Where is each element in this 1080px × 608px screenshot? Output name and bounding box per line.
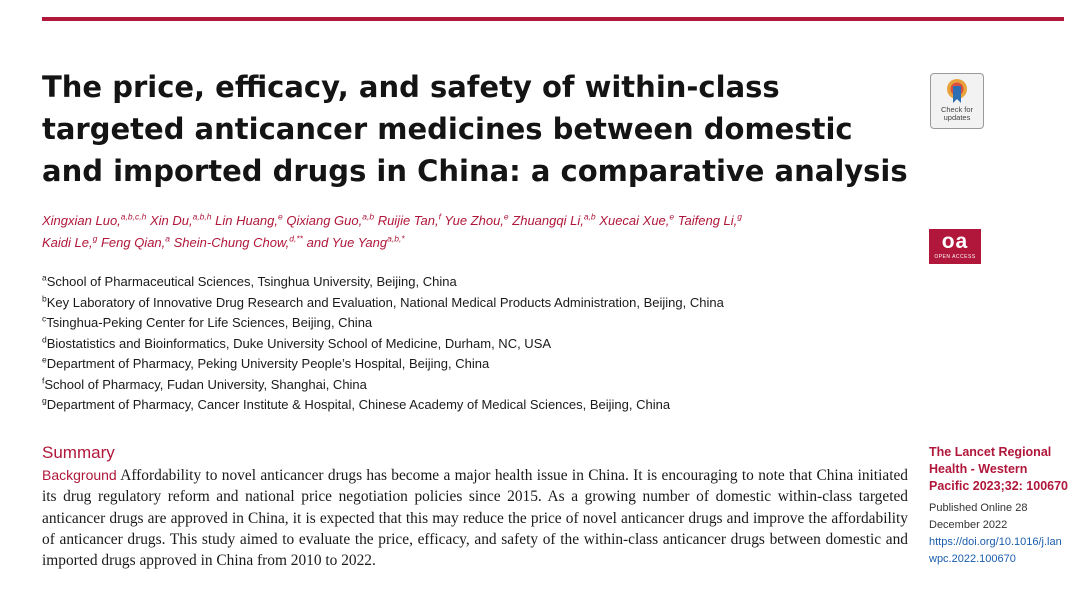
open-access-badge: [929, 229, 981, 264]
affiliation-marker: e: [42, 354, 47, 365]
author-name[interactable]: Xuecai Xue,: [599, 213, 670, 228]
bookmark-icon: [946, 78, 968, 104]
article-sidebar: [929, 444, 1069, 568]
author-list: [42, 210, 862, 254]
author-affiliation-marker: a: [165, 233, 171, 244]
affiliation-item: [42, 354, 902, 375]
affiliation-text: Key Laboratory of Innovative Drug Research and Evaluation, National Medical Products Administration, Beijing, China: [46, 294, 724, 310]
abstract-background: [42, 465, 908, 571]
affiliation-text: Tsinghua-Peking Center for Life Sciences, Beijing, China: [46, 315, 373, 330]
affiliation-item: [42, 272, 902, 293]
author-affiliation-marker: g: [737, 211, 743, 222]
top-rule: [42, 17, 1064, 21]
affiliation-item: [42, 395, 902, 416]
oa-logo-text: oa: [941, 230, 969, 253]
affiliation-marker: a: [42, 272, 47, 283]
author-name[interactable]: Yue Zhou,: [444, 213, 504, 228]
affiliation-marker: g: [42, 395, 47, 406]
background-label: Background: [42, 467, 117, 483]
author-affiliation-marker: e: [503, 211, 509, 222]
author-name[interactable]: Taifeng Li,: [677, 213, 738, 228]
author-affiliation-marker: a,b: [362, 211, 375, 222]
affiliation-item: [42, 293, 902, 314]
affiliation-list: [42, 272, 902, 416]
author-name[interactable]: Kaidi Le,: [42, 235, 93, 250]
author-affiliation-marker: a,b,*: [387, 233, 405, 244]
author-affiliation-marker: a,b,c,h: [120, 211, 147, 222]
affiliation-text: School of Pharmacy, Fudan University, Shanghai, China: [44, 376, 367, 392]
affiliation-marker: c: [42, 313, 47, 324]
affiliation-item: [42, 313, 902, 334]
author-affiliation-marker: a,b: [583, 211, 596, 222]
author-affiliation-marker: e: [669, 211, 675, 222]
affiliation-item: [42, 334, 902, 355]
author-affiliation-marker: a,b,h: [192, 211, 212, 222]
author-name[interactable]: Xin Du,: [149, 213, 193, 228]
affiliation-text: School of Pharmaceutical Sciences, Tsinghua University, Beijing, China: [46, 274, 457, 289]
journal-citation: The Lancet Regional Health - Western Pacific 2023;32: 100670: [929, 445, 1068, 493]
author-name[interactable]: Ruijie Tan,: [377, 213, 439, 228]
author-affiliation-marker: f: [438, 211, 442, 222]
published-date: Published Online 28 December 2022: [929, 502, 1028, 531]
check-for-updates-label: Check for updates: [940, 105, 974, 122]
author-name[interactable]: Xingxian Luo,: [42, 213, 121, 228]
affiliation-item: [42, 375, 902, 396]
affiliation-text: Biostatistics and Bioinformatics, Duke University School of Medicine, Durham, NC, USA: [46, 335, 552, 351]
author-name[interactable]: Zhuangqi Li,: [512, 213, 584, 228]
affiliation-text: Department of Pharmacy, Cancer Institute & Hospital, Chinese Academy of Medical Sciences, Beijing, China: [46, 397, 671, 412]
affiliation-marker: d: [42, 334, 47, 345]
author-affiliation-marker: d,**: [289, 233, 303, 244]
author-affiliation-marker: e: [278, 211, 283, 222]
author-name[interactable]: and Yue Yang: [306, 235, 388, 250]
background-text: Affordability to novel anticancer drugs has become a major health issue in China. It is encouraging to note that China initiated its drug regulatory reform and national price negotiation policies since 2015. As a growing number of domestic within-class targeted anticancer drugs are approved in China, it is expected that this may reduce the price of novel anticancer drugs and improve the affordability of anticancer drugs. This study aimed to evaluate the price, efficacy, and safety of the within-class anticancer drugs between domestic and imported drugs approved in China from 2010 to 2022.: [42, 467, 908, 570]
author-name[interactable]: Qixiang Guo,: [286, 213, 363, 228]
author-affiliation-marker: g: [92, 233, 98, 244]
article-title: The price, efficacy, and safety of within-class targeted anticancer medicines between domestic and imported drugs in China: a comparative analysis: [42, 70, 908, 188]
doi-link[interactable]: https://doi.org/10.1016/j.lanwpc.2022.100670: [929, 536, 1062, 565]
affiliation-text: Department of Pharmacy, Peking University People’s Hospital, Beijing, China: [46, 356, 490, 371]
check-for-updates-badge[interactable]: [930, 73, 984, 129]
summary-heading: Summary: [42, 443, 115, 462]
author-name[interactable]: Feng Qian,: [100, 235, 166, 250]
author-name[interactable]: Shein-Chung Chow,: [173, 235, 290, 250]
author-name[interactable]: Lin Huang,: [215, 213, 278, 228]
affiliation-marker: f: [42, 375, 45, 386]
affiliation-marker: b: [42, 293, 47, 304]
oa-sub-label: OPEN ACCESS: [934, 254, 976, 260]
